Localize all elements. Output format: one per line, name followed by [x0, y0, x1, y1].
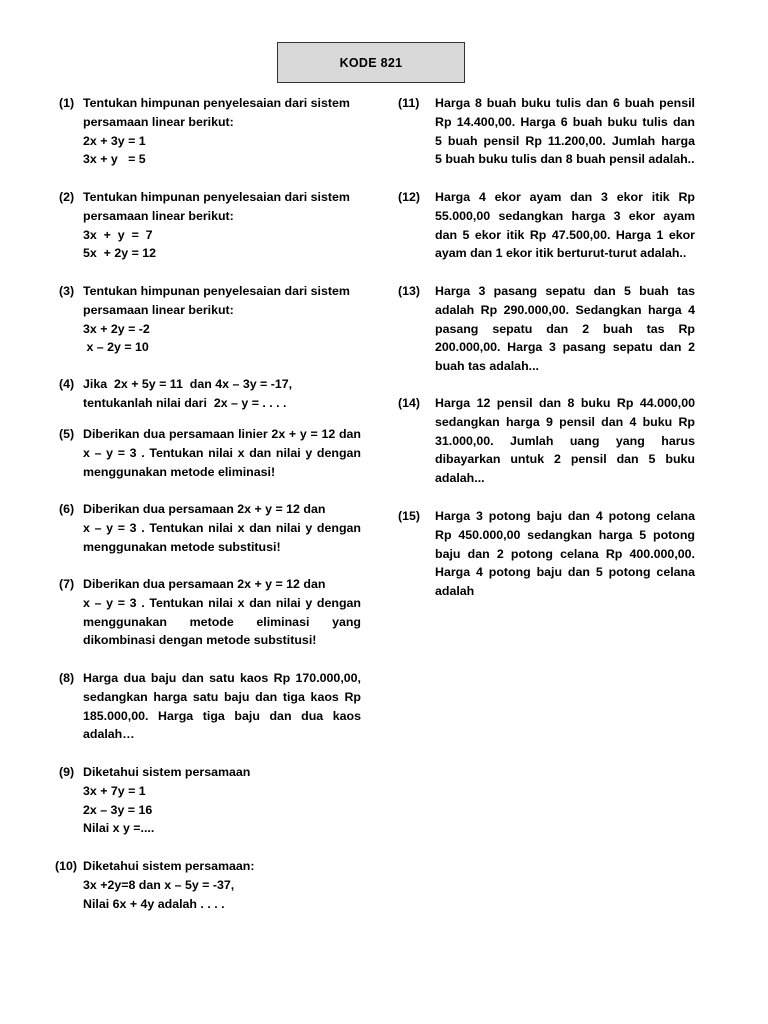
question-number: (10) [55, 859, 78, 873]
question-text: x – y = 3 . Tentukan nilai x dan nilai y dengan [83, 595, 361, 610]
question-text: x – y = 3 . Tentukan nilai x dan nilai y dengan [83, 445, 361, 460]
question-text: 185.000,00. Harga tiga baju dan dua kaos [83, 708, 361, 723]
question-text: Harga 8 buah buku tulis dan 6 buah pensil [435, 96, 695, 110]
equation: 3x +2y=8 dan x – 5y = -37, [83, 877, 235, 892]
question-text: dibayarkan untuk 2 pensil dan 5 buku [435, 452, 695, 467]
question-text: Diketahui sistem persamaan [83, 765, 251, 779]
question-text: Diberikan dua persamaan 2x + y = 12 dan [83, 577, 326, 591]
question-text: sedangkan harga satu baju dan tiga kaos Rp [83, 689, 361, 704]
question-text: Rp 450.000,00 sedangkan harga 5 potong [435, 527, 695, 542]
question-text: adalah... [435, 471, 485, 486]
question-text: Harga 3 pasang sepatu dan 5 buah tas [435, 284, 695, 298]
question-number: (8) [59, 671, 75, 685]
question-text: dan 5 ekor itik Rp 47.500,00. Harga 1 ekor [435, 227, 695, 242]
question-text: Rp 14.400,00. Harga 6 buah buku tulis dan [435, 114, 695, 129]
question-text: tentukanlah nilai dari 2x – y = . . . . [83, 395, 287, 410]
question-number: (6) [59, 502, 75, 516]
question-number: (3) [59, 284, 75, 298]
question-text: adalah Rp 290.000,00. Sedangkan harga 4 [435, 302, 695, 317]
question-number: (5) [59, 427, 75, 441]
question-text: 5 buah pensil Rp 11.200,00. Jumlah harga [435, 133, 695, 148]
question-text: 5 buah buku tulis dan 8 buah pensil adalah.. [435, 152, 695, 167]
question-text: Harga 3 potong baju dan 4 potong celana [435, 509, 695, 523]
question-text: Jika 2x + 5y = 11 dan 4x – 3y = -17, [83, 377, 293, 391]
question-number: (14) [398, 396, 421, 410]
question-text: pasang sepatu dan 2 buah tas Rp [435, 321, 695, 336]
equation: 2x – 3y = 16 [83, 802, 153, 817]
question-text: baju dan 2 potong celana Rp 400.000,00. [435, 546, 695, 561]
equation: 2x + 3y = 1 [83, 133, 146, 148]
question-text: dikombinasi dengan metode substitusi! [83, 633, 317, 648]
equation: 3x + y = 7 [83, 227, 153, 242]
question-text: persamaan linear berikut: [83, 302, 234, 317]
equation: 3x + 7y = 1 [83, 783, 146, 798]
question-text: Harga 12 pensil dan 8 buku Rp 44.000,00 [435, 396, 695, 410]
question-number: (7) [59, 577, 75, 591]
question-text: persamaan linear berikut: [83, 208, 234, 223]
question-text: adalah [435, 584, 475, 599]
question-text: menggunakan metode substitusi! [83, 539, 281, 554]
question-text: adalah… [83, 727, 135, 742]
question-text: 31.000,00. Jumlah uang yang harus [435, 433, 695, 448]
question-text: Harga 4 ekor ayam dan 3 ekor itik Rp [435, 190, 695, 204]
question-text: buah tas adalah... [435, 359, 539, 374]
question-text: Nilai 6x + 4y adalah . . . . [83, 896, 225, 911]
question-number: (1) [59, 96, 75, 110]
question-text: Diketahui sistem persamaan: [83, 859, 255, 873]
question-text: 200.000,00. Harga 3 pasang sepatu dan 2 [435, 340, 695, 355]
question-text: x – y = 3 . Tentukan nilai x dan nilai y dengan [83, 520, 361, 535]
question-text: ayam dan 1 ekor itik berturut-turut adalah.. [435, 246, 687, 261]
question-number: (11) [398, 96, 420, 110]
question-number: (13) [398, 284, 421, 298]
question-text: sedangkan harga 9 pensil dan 4 buku Rp [435, 414, 695, 429]
question-text: menggunakan metode eliminasi yang [83, 614, 361, 629]
equation: 3x + y = 5 [83, 152, 146, 167]
question-number: (15) [398, 509, 421, 523]
code-label: KODE 821 [339, 55, 403, 70]
question-number: (9) [59, 765, 75, 779]
equation: 5x + 2y = 12 [83, 246, 157, 261]
question-text: 55.000,00 sedangkan harga 3 ekor ayam [435, 208, 695, 223]
question-text: Diberikan dua persamaan linier 2x + y = 12 dan [83, 427, 361, 441]
question-number: (2) [59, 190, 75, 204]
code-header-box [277, 42, 465, 83]
equation: x – 2y = 10 [83, 340, 149, 355]
question-text: persamaan linear berikut: [83, 114, 234, 129]
question-text: Tentukan himpunan penyelesaian dari sistem [83, 96, 350, 110]
question-text: Harga 4 potong baju dan 5 potong celana [435, 565, 695, 580]
question-text: Harga dua baju dan satu kaos Rp 170.000,00, [83, 671, 361, 685]
equation: 3x + 2y = -2 [83, 321, 150, 336]
question-number: (12) [398, 190, 421, 204]
question-text: menggunakan metode eliminasi! [83, 464, 276, 479]
question-text: Nilai x y =.... [83, 821, 155, 836]
question-text: Diberikan dua persamaan 2x + y = 12 dan [83, 502, 326, 516]
question-number: (4) [59, 377, 75, 391]
question-text: Tentukan himpunan penyelesaian dari sistem [83, 284, 350, 298]
question-text: Tentukan himpunan penyelesaian dari sistem [83, 190, 350, 204]
